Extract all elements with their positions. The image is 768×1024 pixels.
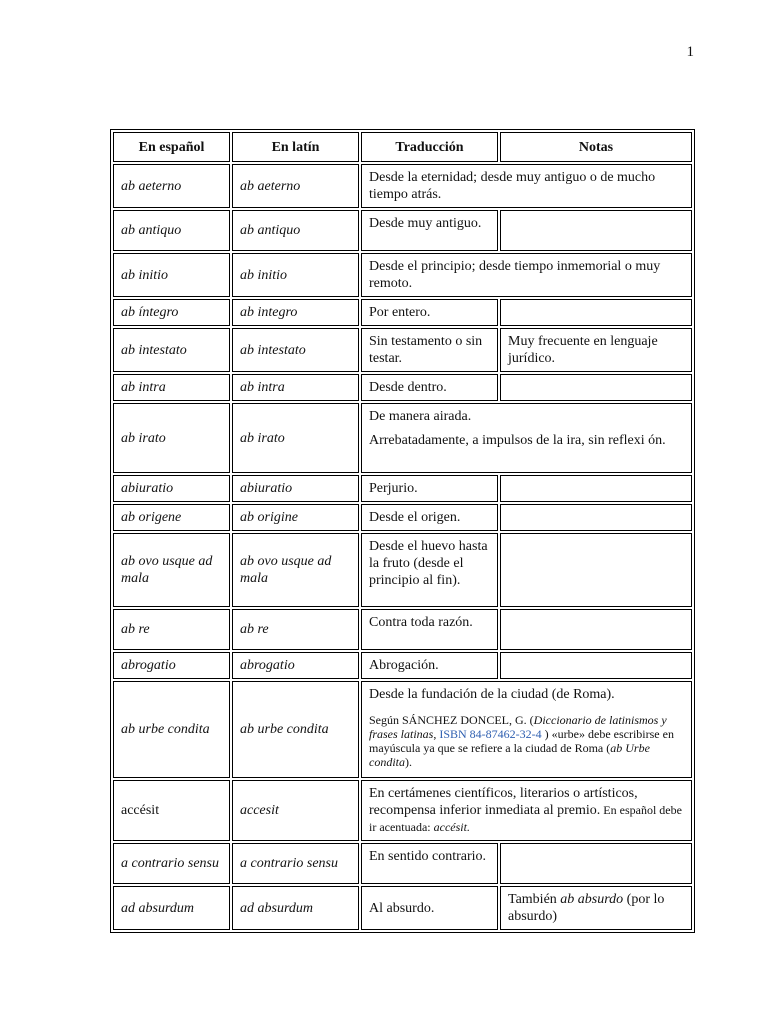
table-row [113, 164, 692, 208]
notes-cell [500, 475, 692, 502]
translation-cell: Desde el principio; desde tiempo inmemorial o muy remoto. [361, 253, 692, 297]
note-text: En español debe ir acentuada: [369, 803, 682, 834]
notes-cell [500, 843, 692, 884]
table-row [113, 886, 692, 930]
translation-cell [361, 403, 692, 473]
page-number: 1 [686, 44, 694, 60]
translation-cell: Desde el origen. [361, 504, 498, 531]
header-translation: Traducción [361, 132, 498, 162]
table-row [113, 843, 692, 884]
notes-cell: Muy frecuente en lenguaje jurídico. [500, 328, 692, 372]
table-row [113, 533, 692, 607]
notes-cell [500, 652, 692, 679]
translation-cell: En sentido contrario. [361, 843, 498, 884]
spanish-cell: ab urbe condita [113, 681, 230, 778]
translation-cell: Perjurio. [361, 475, 498, 502]
translation-cell: Desde la eternidad; desde muy antiguo o de mucho tiempo atrás. [361, 164, 692, 208]
table-row [113, 504, 692, 531]
notes-cell [500, 886, 692, 930]
translation-cell [361, 780, 692, 841]
spanish-cell: ab re [113, 609, 230, 650]
latin-cell: ad absurdum [232, 886, 359, 930]
translation-cell: Abrogación. [361, 652, 498, 679]
latin-cell: accesit [232, 780, 359, 841]
table-row [113, 475, 692, 502]
notes-cell [500, 210, 692, 251]
table-row [113, 652, 692, 679]
header-row [113, 132, 692, 162]
latin-cell: abiuratio [232, 475, 359, 502]
latin-cell: ab origine [232, 504, 359, 531]
translation-cell: Desde dentro. [361, 374, 498, 401]
latin-cell: ab re [232, 609, 359, 650]
latin-cell: ab aeterno [232, 164, 359, 208]
header-spanish: En español [113, 132, 230, 162]
table-row [113, 780, 692, 841]
table-row [113, 299, 692, 326]
latin-cell: abrogatio [232, 652, 359, 679]
book-title: Diccionario de latinismos y frases latinas [369, 713, 667, 741]
table-row [113, 374, 692, 401]
table-row [113, 210, 692, 251]
spanish-cell: ab irato [113, 403, 230, 473]
notes-cell [500, 504, 692, 531]
translation-cell: Desde muy antiguo. [361, 210, 498, 251]
spanish-cell: abrogatio [113, 652, 230, 679]
translation-extra: Arrebatadamente, a impulsos de la ira, sin reflexi ón. [369, 433, 666, 448]
latin-cell: ab irato [232, 403, 359, 473]
latinisms-table [110, 129, 695, 933]
note-italic: ab Urbe condita [369, 741, 650, 769]
translation-line: De manera airada. [369, 409, 472, 424]
latin-cell: ab urbe condita [232, 681, 359, 778]
latin-cell: ab initio [232, 253, 359, 297]
latin-cell: a contrario sensu [232, 843, 359, 884]
header-notes: Notas [500, 132, 692, 162]
spanish-cell: ab intestato [113, 328, 230, 372]
spanish-cell: ab intra [113, 374, 230, 401]
notes-cell [500, 299, 692, 326]
translation-text: En certámenes científicos, literarios o artísticos, recompensa inferior inmediata al premio. [369, 786, 638, 818]
notes-cell [500, 374, 692, 401]
translation-cell: Al absurdo. [361, 886, 498, 930]
note-text: , [433, 727, 440, 741]
latin-cell: ab intestato [232, 328, 359, 372]
note-text: (por lo absurdo) [508, 892, 665, 924]
note-text: ) «urbe» debe escribirse en mayúscula ya que se refiere a la ciudad de Roma ( [369, 727, 674, 755]
spanish-cell: ab initio [113, 253, 230, 297]
translation-cell [361, 681, 692, 778]
table-row [113, 328, 692, 372]
note-text: También [508, 892, 561, 907]
header-latin: En latín [232, 132, 359, 162]
citation-note [369, 713, 684, 769]
latin-cell: ab ovo usque ad mala [232, 533, 359, 607]
spanish-cell: ab íntegro [113, 299, 230, 326]
spanish-cell: accésit [113, 780, 230, 841]
spanish-cell: a contrario sensu [113, 843, 230, 884]
spanish-cell: ab ovo usque ad mala [113, 533, 230, 607]
notes-cell [500, 609, 692, 650]
translation-cell: Sin testamento o sin testar. [361, 328, 498, 372]
spanish-cell: ab origene [113, 504, 230, 531]
latin-cell: ab intra [232, 374, 359, 401]
note-italic: ab absurdo [560, 892, 624, 907]
notes-cell [500, 533, 692, 607]
spanish-cell: abiuratio [113, 475, 230, 502]
latin-cell: ab antiquo [232, 210, 359, 251]
table-row [113, 253, 692, 297]
spanish-cell: ab aeterno [113, 164, 230, 208]
latin-cell: ab integro [232, 299, 359, 326]
table-row [113, 681, 692, 778]
table-row [113, 403, 692, 473]
note-text: ). [405, 755, 412, 769]
translation-line: Desde la fundación de la ciudad (de Roma). [369, 687, 615, 702]
note-text: Según SÁNCHEZ DONCEL, G. ( [369, 713, 534, 727]
spanish-cell: ad absurdum [113, 886, 230, 930]
isbn-link[interactable]: ISBN 84-87462-32-4 [439, 727, 542, 741]
translation-cell: Por entero. [361, 299, 498, 326]
translation-cell: Contra toda razón. [361, 609, 498, 650]
spanish-cell: ab antiquo [113, 210, 230, 251]
translation-cell: Desde el huevo hasta la fruto (desde el principio al fin). [361, 533, 498, 607]
note-italic: accésit. [433, 820, 470, 834]
table-row [113, 609, 692, 650]
